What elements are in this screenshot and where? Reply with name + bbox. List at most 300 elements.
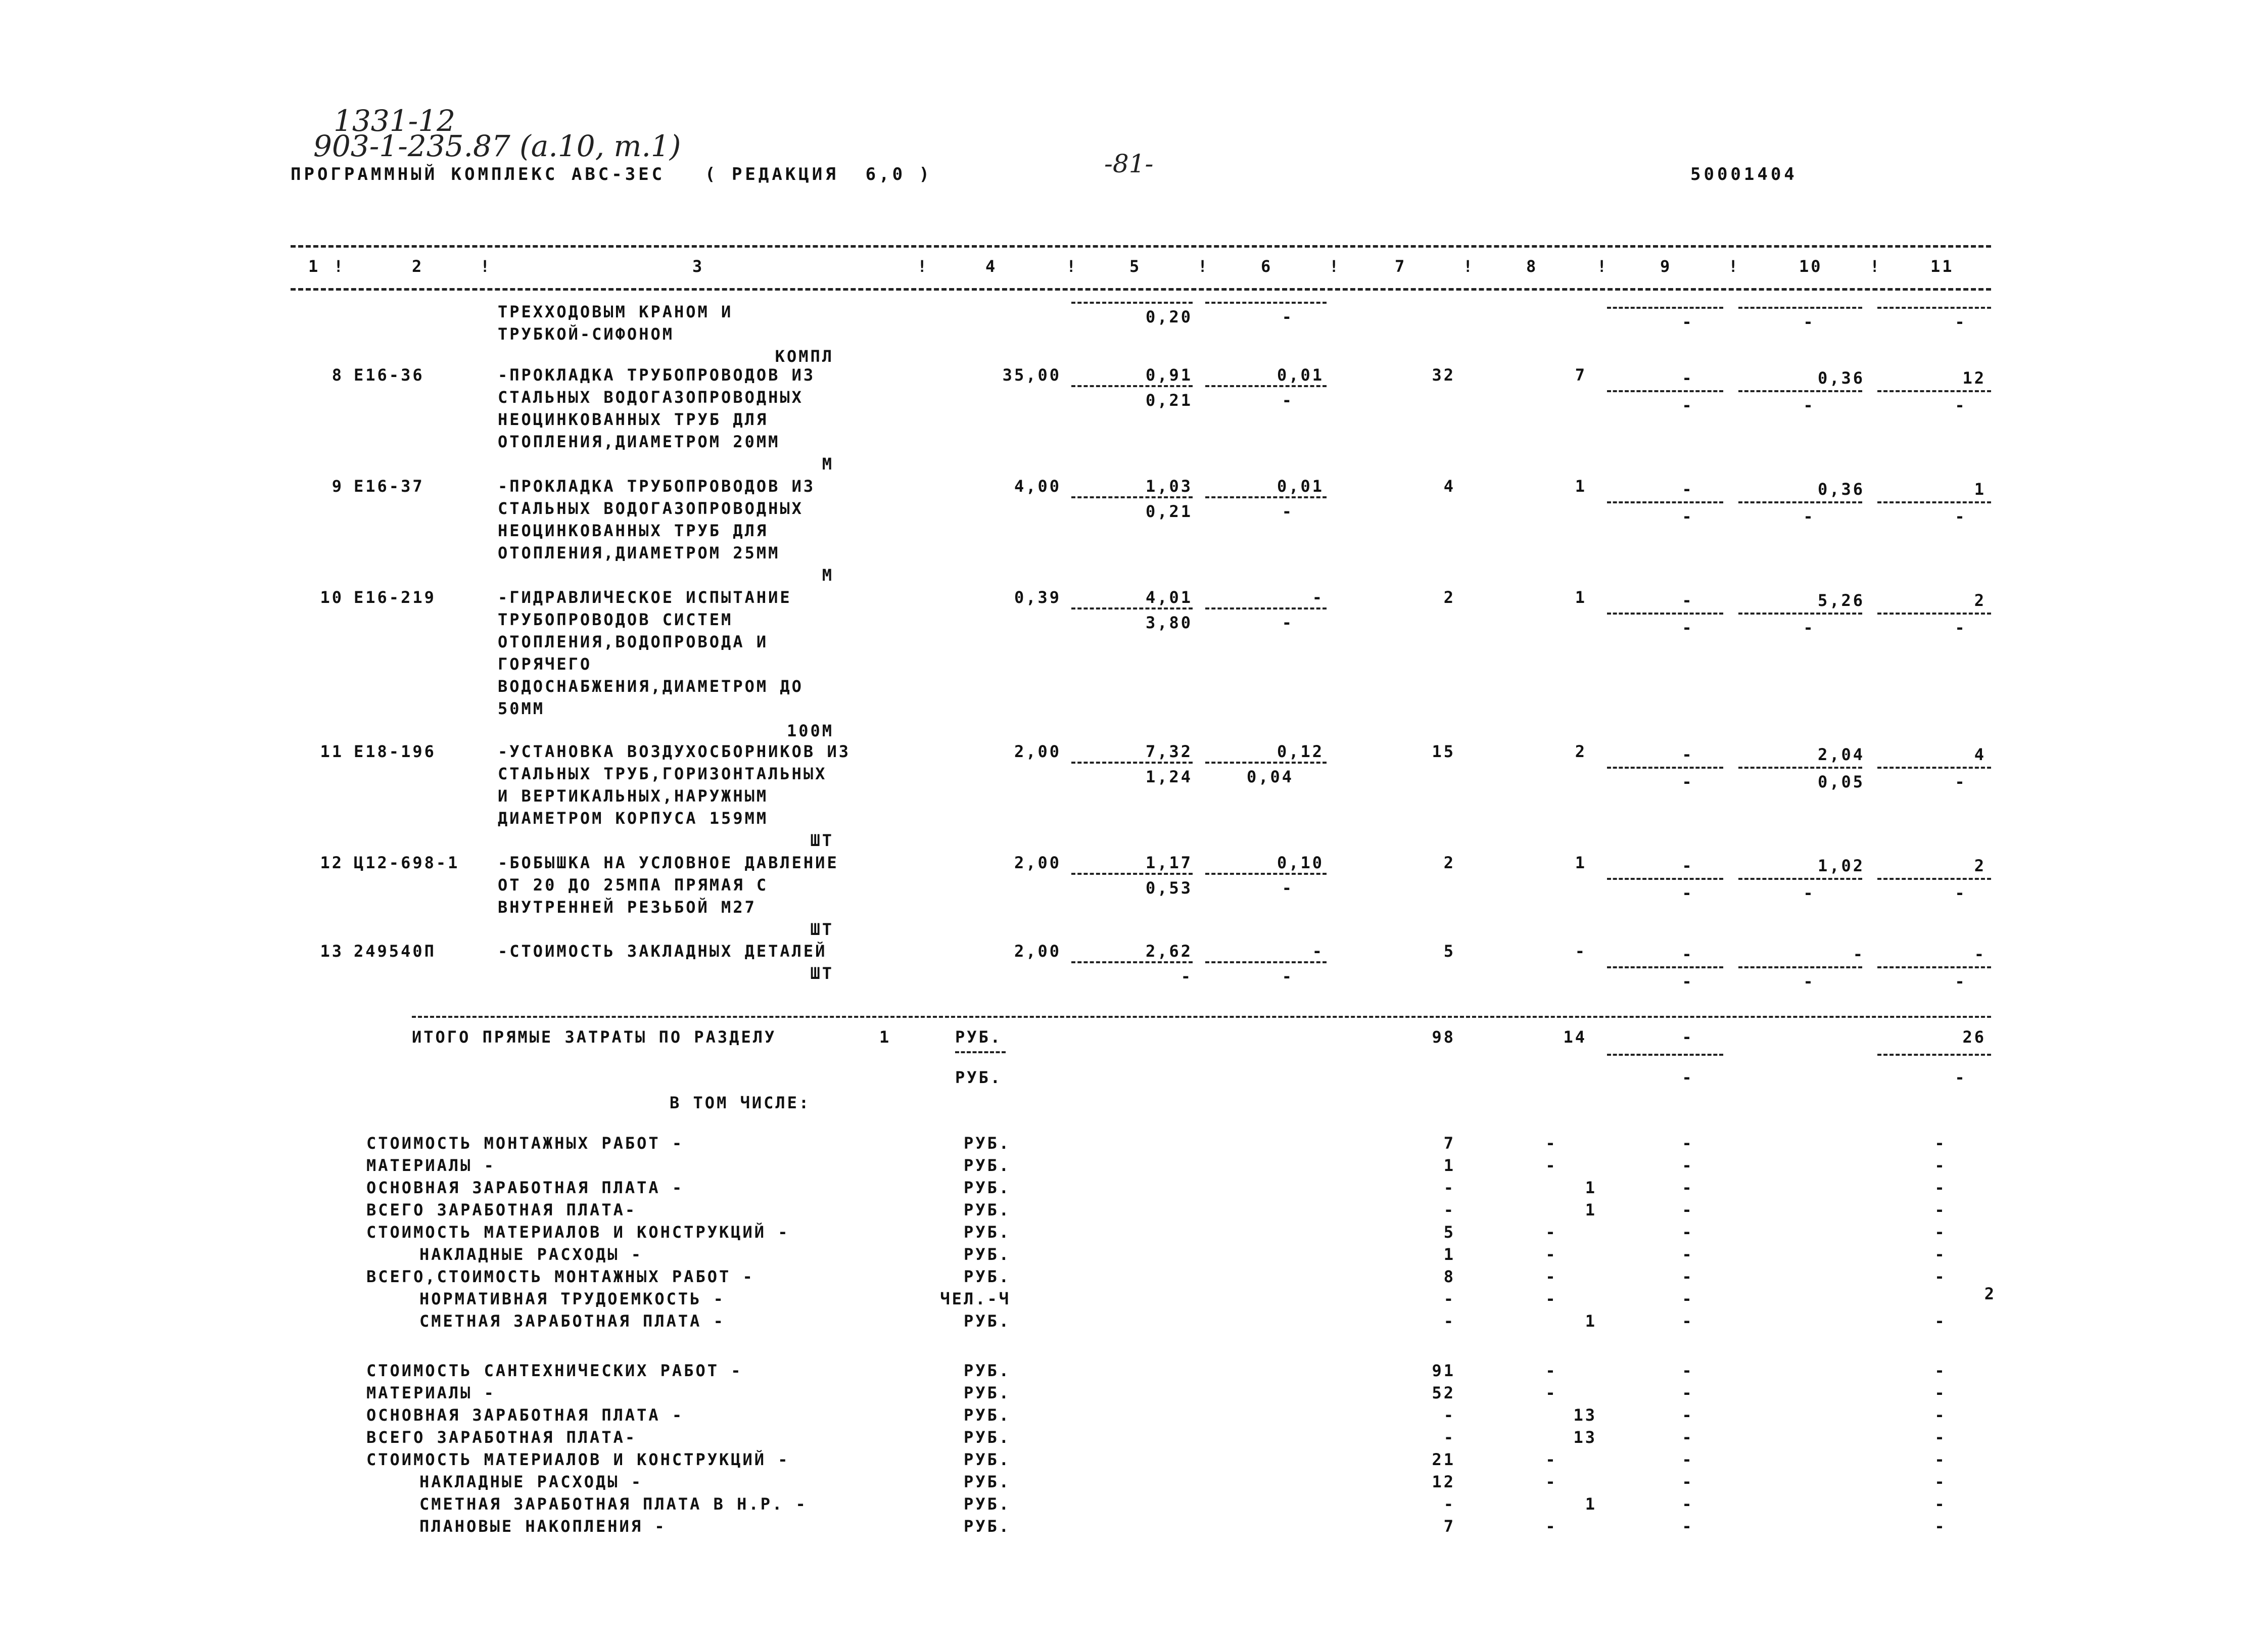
total-col9-rule [1607,1054,1723,1056]
total-col9-b: - [1682,1068,1694,1087]
row-description-line: ОТОПЛЕНИЯ,ДИАМЕТРОМ 20ММ [498,432,780,451]
row-col5-wage: 0,20 [1145,307,1193,326]
summary-col11: - [1934,1134,1947,1153]
summary-col11: - [1934,1178,1947,1197]
summary-col8: - [1545,1517,1557,1536]
column-separator: ! [1329,257,1341,276]
column-header-1: 1 [308,257,320,276]
row-col6-rule [1205,385,1327,387]
summary-col8-b: 13 [1573,1428,1597,1447]
summary-col7: 52 [1432,1383,1455,1402]
row-col10: 2,04 [1817,745,1865,764]
summary-label: СМЕТНАЯ ЗАРАБОТНАЯ ПЛАТА В Н.Р. - [419,1494,808,1514]
row-col10-b: - [1803,883,1815,903]
row-col8: 1 [1575,477,1587,496]
row-col9-b: - [1682,312,1694,332]
summary-col9: - [1682,1517,1694,1536]
summary-unit: ЧЕЛ.-Ч [940,1289,1011,1308]
summary-col11: - [1934,1428,1947,1447]
row-col11-rule [1877,307,1991,309]
summary-label: ВСЕГО,СТОИМОСТЬ МОНТАЖНЫХ РАБОТ - [366,1267,754,1286]
row-col5-wage: 0,53 [1145,878,1193,898]
summary-col7: 1 [1443,1156,1455,1175]
summary-col11: - [1934,1223,1947,1242]
row-col11-b: - [1955,883,1967,903]
row-col11-rule [1877,613,1991,615]
row-col10-b: - [1803,972,1815,991]
row-col9-rule [1607,613,1723,615]
row-col5-wage: - [1180,967,1193,986]
summary-col9: - [1682,1134,1694,1153]
row-col9: - [1682,368,1694,388]
summary-col11: - [1934,1405,1947,1425]
summary-col9: - [1682,1361,1694,1380]
row-col5-total: 4,01 [1145,588,1193,607]
row-description-line: ГОРЯЧЕГО [498,654,592,674]
row-col9-b: - [1682,883,1694,903]
summary-col11: - [1934,1450,1947,1469]
row-col7: 2 [1443,853,1455,872]
row-col10: 0,36 [1817,480,1865,499]
row-col8: 1 [1575,853,1587,872]
row-code: Е16-37 [354,477,424,496]
summary-col11: - [1934,1245,1947,1264]
row-col5-total: 2,62 [1145,942,1193,961]
row-unit: ШТ [810,964,834,983]
summary-col9: - [1682,1267,1694,1286]
summary-label: МАТЕРИАЛЫ - [366,1156,496,1175]
summary-label: ОСНОВНАЯ ЗАРАБОТНАЯ ПЛАТА - [366,1178,684,1197]
summary-label: СМЕТНАЯ ЗАРАБОТНАЯ ПЛАТА - [419,1311,725,1331]
total-col11-b: - [1955,1068,1967,1087]
summary-col7: - [1443,1494,1455,1514]
row-code: Е18-196 [354,742,436,761]
row-col10-rule [1738,966,1862,968]
summary-col8: - [1545,1450,1557,1469]
summary-unit: РУБ. [963,1517,1011,1536]
row-col6-rule [1205,496,1327,498]
summary-label: СТОИМОСТЬ МОНТАЖНЫХ РАБОТ - [366,1134,684,1153]
row-col7: 2 [1443,588,1455,607]
total-section: 1 [879,1027,891,1047]
row-col5-wage: 0,21 [1145,502,1193,521]
summary-col8: - [1545,1245,1557,1264]
summary-unit: РУБ. [963,1361,1011,1380]
summary-col11: - [1934,1472,1947,1491]
row-col6-wage: - [1282,878,1294,898]
column-separator: ! [1870,257,1882,276]
total-unit: РУБ. [955,1027,1003,1047]
column-separator: ! [1198,257,1210,276]
summary-col7: 5 [1443,1223,1455,1242]
row-number: 9 [332,477,344,496]
summary-unit: РУБ. [963,1494,1011,1514]
summary-label: НОРМАТИВНАЯ ТРУДОЕМКОСТЬ - [419,1289,725,1308]
row-col6-rule [1205,607,1327,609]
row-description-line: ОТОПЛЕНИЯ,ДИАМЕТРОМ 25ММ [498,543,780,562]
column-header-8: 8 [1526,257,1538,276]
summary-unit: РУБ. [963,1200,1011,1220]
row-col9-rule [1607,501,1723,503]
row-unit: 100М [786,721,834,740]
row-col10-rule [1738,390,1862,392]
summary-col7: 12 [1432,1472,1455,1491]
row-col6-wage: - [1282,613,1294,632]
row-col5-total: 1,03 [1145,477,1193,496]
row-description-line: НЕОЦИНКОВАННЫХ ТРУБ ДЛЯ [498,410,769,429]
row-col5-rule [1071,961,1193,963]
summary-col7: 8 [1443,1267,1455,1286]
summary-col9: - [1682,1405,1694,1425]
row-description-line: 50ММ [498,699,545,718]
row-description-line: ВНУТРЕННЕЙ РЕЗЬБОЙ М27 [498,898,757,917]
row-col6-total: 0,01 [1277,477,1324,496]
row-number: 8 [332,365,344,385]
row-col9: - [1682,591,1694,610]
row-col11-b: - [1955,507,1967,526]
summary-col8: - [1545,1134,1557,1153]
row-col11-rule [1877,501,1991,503]
summary-col8: - [1545,1223,1557,1242]
row-col7: 4 [1443,477,1455,496]
summary-col9: - [1682,1200,1694,1220]
summary-col9: - [1682,1450,1694,1469]
program-title: ПРОГРАММНЫЙ КОМПЛЕКС АВС-3ЕС [291,164,666,184]
row-col9: - [1682,856,1694,875]
summary-col11: - [1934,1494,1947,1514]
column-header-10: 10 [1799,257,1823,276]
row-col9-rule [1607,767,1723,769]
row-description-line: -ПРОКЛАДКА ТРУБОПРОВОДОВ ИЗ [498,477,816,496]
column-header-4: 4 [985,257,998,276]
row-col8: 1 [1575,588,1587,607]
total-col9: - [1682,1027,1694,1047]
row-quantity: 2,00 [1014,942,1061,961]
summary-unit: РУБ. [963,1134,1011,1153]
summary-col11: - [1934,1200,1947,1220]
summary-col7: 7 [1443,1134,1455,1153]
summary-label: НАКЛАДНЫЕ РАСХОДЫ - [419,1245,643,1264]
row-col5-rule [1071,385,1193,387]
row-col5-wage: 0,21 [1145,391,1193,410]
row-col8: - [1575,942,1587,961]
row-col5-rule [1071,607,1193,609]
summary-label: ВСЕГО ЗАРАБОТНАЯ ПЛАТА- [366,1428,637,1447]
row-code: Ц12-698-1 [354,853,460,872]
row-col11: 2 [1974,856,1986,875]
summary-col7: - [1443,1428,1455,1447]
summary-label: СТОИМОСТЬ САНТЕХНИЧЕСКИХ РАБОТ - [366,1361,743,1380]
summary-label: ПЛАНОВЫЕ НАКОПЛЕНИЯ - [419,1517,667,1536]
row-col11-b: - [1955,772,1967,791]
summary-label: НАКЛАДНЫЕ РАСХОДЫ - [419,1472,643,1491]
header-top-rule [291,245,1991,248]
total-col11-rule [1877,1054,1991,1056]
row-description-line: -УСТАНОВКА ВОЗДУХОСБОРНИКОВ ИЗ [498,742,850,761]
row-col6-wage: 0,04 [1246,767,1294,786]
row-unit: ШТ [810,831,834,850]
row-col10-rule [1738,613,1862,615]
summary-unit: РУБ. [963,1311,1011,1331]
row-col9-b: - [1682,772,1694,791]
row-col5-rule [1071,873,1193,875]
summary-col9: - [1682,1178,1694,1197]
column-header-2: 2 [412,257,424,276]
row-col5-rule [1071,762,1193,764]
row-description-line: -ПРОКЛАДКА ТРУБОПРОВОДОВ ИЗ [498,365,816,385]
row-col5-total: 0,91 [1145,365,1193,385]
row-col5-rule [1071,302,1193,304]
summary-col9: - [1682,1383,1694,1402]
summary-label: ВСЕГО ЗАРАБОТНАЯ ПЛАТА- [366,1200,637,1220]
row-col11-b: - [1955,396,1967,415]
row-col11: 1 [1974,480,1986,499]
summary-col7: - [1443,1200,1455,1220]
row-col10-rule [1738,878,1862,880]
row-description-line: СТАЛЬНЫХ ВОДОГАЗОПРОВОДНЫХ [498,388,804,407]
row-description-line: -ГИДРАВЛИЧЕСКОЕ ИСПЫТАНИЕ [498,588,792,607]
row-col10: 1,02 [1817,856,1865,875]
summary-col9: - [1682,1472,1694,1491]
column-separator: ! [1597,257,1609,276]
row-unit: М [822,566,834,585]
column-header-7: 7 [1395,257,1407,276]
row-col9: - [1682,945,1694,964]
page-number: -81- [1104,149,1154,178]
row-col11-b: - [1955,618,1967,637]
summary-col7: - [1443,1405,1455,1425]
row-col11: 4 [1974,745,1986,764]
summary-col8: - [1545,1472,1557,1491]
row-col6-total: 0,12 [1277,742,1324,761]
summary-col7: 21 [1432,1450,1455,1469]
row-col5-total: 1,17 [1145,853,1193,872]
total-col7: 98 [1432,1027,1455,1047]
summary-col9: - [1682,1156,1694,1175]
summary-unit: РУБ. [963,1245,1011,1264]
summary-label: МАТЕРИАЛЫ - [366,1383,496,1402]
row-description-line: И ВЕРТИКАЛЬНЫХ,НАРУЖНЫМ [498,786,769,806]
row-description-line: ТРУБОПРОВОДОВ СИСТЕМ [498,610,733,629]
row-description-line: ОТ 20 ДО 25МПА ПРЯМАЯ С [498,875,769,895]
column-header-9: 9 [1660,257,1672,276]
row-description-line: СТАЛЬНЫХ ВОДОГАЗОПРОВОДНЫХ [498,499,804,518]
row-unit: ШТ [810,920,834,939]
summary-unit: РУБ. [963,1405,1011,1425]
row-col10: - [1853,945,1865,964]
row-col10: 0,36 [1817,368,1865,388]
row-quantity: 0,39 [1014,588,1061,607]
row-col11-rule [1877,767,1991,769]
row-col6-wage: - [1282,967,1294,986]
row-col6-total: 0,10 [1277,853,1324,872]
row-code: Е16-219 [354,588,436,607]
column-header-11: 11 [1930,257,1954,276]
row-quantity: 4,00 [1014,477,1061,496]
column-header-5: 5 [1129,257,1142,276]
row-quantity: 2,00 [1014,853,1061,872]
row-code: Е16-36 [354,365,424,385]
row-col10-rule [1738,501,1862,503]
row-col7: 15 [1432,742,1455,761]
row-col10-b: - [1803,396,1815,415]
column-header-6: 6 [1261,257,1273,276]
row-col10-b: - [1803,507,1815,526]
summary-col7: - [1443,1289,1455,1308]
document-code: 50001404 [1690,164,1798,184]
summary-col8: - [1545,1156,1557,1175]
row-col9-rule [1607,878,1723,880]
row-col11: 12 [1962,368,1986,388]
summary-unit: РУБ. [963,1223,1011,1242]
total-top-rule [412,1016,1991,1018]
summary-col9: - [1682,1311,1694,1331]
row-number: 13 [320,942,344,961]
summary-col8-b: 1 [1585,1200,1597,1220]
row-col6-rule [1205,302,1327,304]
summary-label: СТОИМОСТЬ МАТЕРИАЛОВ И КОНСТРУКЦИЙ - [366,1450,790,1469]
summary-col9: - [1682,1428,1694,1447]
column-separator: ! [917,257,929,276]
row-col10-rule [1738,307,1862,309]
summary-col7: - [1443,1311,1455,1331]
summary-col11: - [1934,1517,1947,1536]
row-col6-total: 0,01 [1277,365,1324,385]
row-col7: 5 [1443,942,1455,961]
summary-unit: РУБ. [963,1472,1011,1491]
row-col5-rule [1071,496,1193,498]
row-col9-b: - [1682,618,1694,637]
summary-col11: - [1934,1383,1947,1402]
summary-col8-b: 13 [1573,1405,1597,1425]
row-col9: - [1682,745,1694,764]
row-col11-rule [1877,390,1991,392]
row-col6-total: - [1312,588,1324,607]
summary-unit: РУБ. [963,1450,1011,1469]
row-description-line: ТРЕХХОДОВЫМ КРАНОМ И [498,302,733,321]
row-col5-wage: 3,80 [1145,613,1193,632]
summary-unit: РУБ. [963,1156,1011,1175]
summary-label: ОСНОВНАЯ ЗАРАБОТНАЯ ПЛАТА - [366,1405,684,1425]
summary-col7: 7 [1443,1517,1455,1536]
row-col9-b: - [1682,972,1694,991]
summary-unit: РУБ. [963,1383,1011,1402]
summary-col11: - [1934,1311,1947,1331]
row-unit: М [822,454,834,474]
summary-col8: - [1545,1383,1557,1402]
row-col9: - [1682,480,1694,499]
summary-col8: - [1545,1289,1557,1308]
total-unit-rule [955,1051,1006,1053]
column-separator: ! [1066,257,1078,276]
handwritten-line2: 903-1-235.87 (а.10, т.1) [313,129,681,163]
row-col11-rule [1877,878,1991,880]
row-col8: 2 [1575,742,1587,761]
total-col8: 14 [1563,1027,1587,1047]
summary-col9: - [1682,1494,1694,1514]
summary-unit: РУБ. [963,1178,1011,1197]
row-description-line: ТРУБКОЙ-СИФОНОМ [498,324,674,344]
summary-col9: - [1682,1245,1694,1264]
row-description-line: -БОБЫШКА НА УСЛОВНОЕ ДАВЛЕНИЕ [498,853,839,872]
row-col6-wage: - [1282,307,1294,326]
summary-col8-b: 1 [1585,1494,1597,1514]
summary-col11: - [1934,1267,1947,1286]
column-separator: ! [334,257,346,276]
column-separator: ! [1463,257,1475,276]
row-col11: - [1974,945,1986,964]
row-col10-b: 0,05 [1817,772,1865,791]
total-col11: 26 [1962,1027,1986,1047]
summary-col7: 91 [1432,1361,1455,1380]
including-label: В ТОМ ЧИСЛЕ: [670,1093,811,1112]
row-description-line: СТАЛЬНЫХ ТРУБ,ГОРИЗОНТАЛЬНЫХ [498,764,827,783]
row-col10-b: - [1803,618,1815,637]
column-separator: ! [1728,257,1740,276]
summary-col8: - [1545,1361,1557,1380]
row-col9-rule [1607,307,1723,309]
column-header-3: 3 [692,257,704,276]
row-col7: 32 [1432,365,1455,385]
row-col10: 5,26 [1817,591,1865,610]
row-number: 10 [320,588,344,607]
summary-col9: - [1682,1223,1694,1242]
row-col10-rule [1738,767,1862,769]
row-col9-rule [1607,966,1723,968]
total-unit-2: РУБ. [955,1068,1003,1087]
header-bottom-rule [291,288,1991,291]
summary-col11: 2 [1984,1284,1996,1303]
summary-col11: - [1934,1361,1947,1380]
total-label: ИТОГО ПРЯМЫЕ ЗАТРАТЫ ПО РАЗДЕЛУ [412,1027,777,1047]
summary-col7: 1 [1443,1245,1455,1264]
row-col11-b: - [1955,972,1967,991]
summary-unit: РУБ. [963,1267,1011,1286]
row-col9-b: - [1682,396,1694,415]
row-col9-rule [1607,390,1723,392]
row-description-line: ОТОПЛЕНИЯ,ВОДОПРОВОДА И [498,632,769,651]
row-description-line: НЕОЦИНКОВАННЫХ ТРУБ ДЛЯ [498,521,769,540]
row-description-line: -СТОИМОСТЬ ЗАКЛАДНЫХ ДЕТАЛЕЙ [498,942,827,961]
summary-col9: - [1682,1289,1694,1308]
row-number: 11 [320,742,344,761]
row-col6-total: - [1312,942,1324,961]
row-unit: КОМПЛ [775,347,834,366]
handwritten-line1: 1331-12 [334,104,456,138]
row-quantity: 35,00 [1002,365,1061,385]
row-col11-b: - [1955,312,1967,332]
row-quantity: 2,00 [1014,742,1061,761]
row-col9-b: - [1682,507,1694,526]
row-code: 249540П [354,942,436,961]
row-col6-wage: - [1282,502,1294,521]
column-separator: ! [480,257,492,276]
summary-col8-b: 1 [1585,1178,1597,1197]
summary-label: СТОИМОСТЬ МАТЕРИАЛОВ И КОНСТРУКЦИЙ - [366,1223,790,1242]
summary-col7: - [1443,1178,1455,1197]
row-number: 12 [320,853,344,872]
edition: ( РЕДАКЦИЯ 6,0 ) [705,164,932,184]
row-col6-wage: - [1282,391,1294,410]
summary-col8: - [1545,1267,1557,1286]
summary-col8-b: 1 [1585,1311,1597,1331]
row-col5-wage: 1,24 [1145,767,1193,786]
row-col6-rule [1205,762,1327,764]
row-description-line: ДИАМЕТРОМ КОРПУСА 159ММ [498,809,769,828]
row-col8: 7 [1575,365,1587,385]
row-col11: 2 [1974,591,1986,610]
row-description-line: ВОДОСНАБЖЕНИЯ,ДИАМЕТРОМ ДО [498,677,804,696]
